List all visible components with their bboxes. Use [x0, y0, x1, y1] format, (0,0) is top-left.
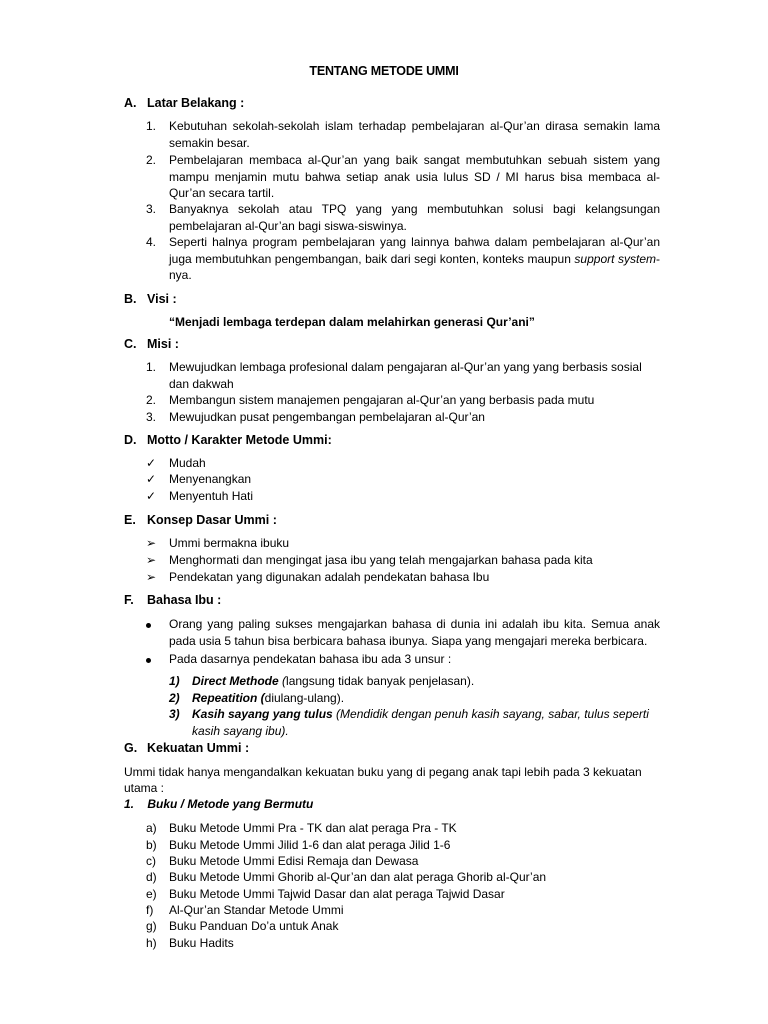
list-text: Buku Metode Ummi Edisi Remaja dan Dewasa	[169, 854, 419, 868]
section-letter: A.	[124, 96, 137, 110]
section-title: Kekuatan Ummi :	[147, 741, 250, 755]
list-text: Al-Qur’an Standar Metode Ummi	[169, 903, 344, 917]
list-marker: 3.	[146, 410, 157, 424]
list-text: Menyenangkan	[169, 472, 252, 486]
list-item	[169, 706, 649, 739]
list-item	[146, 488, 660, 505]
list-item	[146, 359, 660, 392]
section-letter: E.	[124, 513, 136, 527]
list-marker: 1.	[146, 360, 157, 374]
text-part: langsung tidak banyak penjelasan).	[286, 674, 475, 688]
section-letter: F.	[124, 593, 134, 607]
section-letter: B.	[124, 292, 137, 306]
list-text: Buku Metode Ummi Ghorib al-Qur’an dan alat peraga Ghorib al-Qur’an	[169, 870, 547, 884]
list-marker: 3)	[169, 707, 180, 721]
list-item	[146, 820, 660, 837]
list-text: Buku Metode Ummi Pra - TK dan alat peraga Pra - TK	[169, 821, 457, 835]
list-item	[146, 869, 660, 886]
list-item	[146, 935, 660, 952]
list-marker: 4.	[146, 235, 157, 249]
section-g-intro: Ummi tidak hanya mengandalkan kekuatan buku yang di pegang anak tapi lebih pada 3 kekuatan utama :	[124, 765, 642, 795]
section-e-heading	[124, 513, 277, 527]
list-marker: e)	[146, 887, 157, 901]
document-title: TENTANG METODE UMMI	[309, 64, 459, 78]
section-letter: G.	[124, 741, 138, 755]
list-item	[146, 569, 660, 586]
list-item	[146, 152, 660, 202]
text-part: -nya.	[169, 251, 660, 282]
list-item	[146, 902, 660, 919]
list-item	[146, 471, 660, 488]
list-text: Membangun sistem manajemen pengajaran al-Qur’an yang berbasis pada mutu	[169, 393, 595, 407]
list-item	[146, 392, 660, 409]
check-icon: ✓	[146, 456, 157, 470]
section-a-heading	[124, 96, 244, 110]
text-part: Seperti halnya program pembelajaran yang lainnya bahwa dalam pembelajaran al-Qur’an juga membutuhkan pengembangan, baik dari segi konten, konteks maupun	[169, 235, 660, 266]
list-text: Ummi bermakna ibuku	[169, 536, 290, 550]
arrow-bullet-icon: ➢	[146, 570, 157, 584]
text-bold-italic: Direct Methode	[192, 674, 279, 688]
list-item	[146, 918, 660, 935]
section-letter: C.	[124, 337, 137, 351]
list-text: Banyaknya sekolah atau TPQ yang yang membutuhkan solusi bagi kelangsungan pembelajaran al-Qur’an bagi siswa-siswinya.	[169, 202, 660, 233]
list-text: Pada dasarnya pendekatan bahasa ibu ada 3 unsur :	[169, 652, 452, 666]
list-text: Orang yang paling sukses mengajarkan bahasa di dunia ini adalah ibu kita. Semua anak pada usia 5 tahun bisa berbicara bahasa ibunya. Siapa yang mengajari mereka berbicara.	[169, 617, 660, 648]
text-part: diulang-ulang).	[264, 691, 345, 705]
list-marker: c)	[146, 854, 156, 868]
list-item	[146, 535, 660, 552]
section-f-heading	[124, 593, 221, 607]
arrow-bullet-icon: ➢	[146, 553, 157, 567]
list-text	[169, 234, 660, 284]
list-item	[169, 673, 649, 690]
list-text: Buku Panduan Do’a untuk Anak	[169, 919, 339, 933]
list-item	[146, 455, 660, 472]
text-bold-italic: Kasih sayang yang tulus	[192, 707, 333, 721]
section-d-heading	[124, 433, 332, 447]
section-title: Latar Belakang :	[147, 96, 245, 110]
list-marker: f)	[146, 903, 154, 917]
arrow-bullet-icon: ➢	[146, 536, 157, 550]
check-icon: ✓	[146, 472, 157, 486]
list-item	[146, 837, 660, 854]
list-text	[192, 673, 649, 690]
list-marker: g)	[146, 919, 157, 933]
list-marker: a)	[146, 821, 157, 835]
section-title: Bahasa Ibu :	[147, 593, 222, 607]
list-item	[146, 853, 660, 870]
list-item	[146, 886, 660, 903]
list-marker: 1.	[146, 119, 157, 133]
list-marker: h)	[146, 936, 157, 950]
list-item	[146, 552, 660, 569]
visi-statement: “Menjadi lembaga terdepan dalam melahirkan generasi Qur’ani”	[169, 315, 535, 329]
section-b-heading	[124, 292, 177, 306]
check-icon: ✓	[146, 489, 157, 503]
list-item	[146, 234, 660, 284]
list-text: Mewujudkan pusat pengembangan pembelajaran al-Qur’an	[169, 410, 485, 424]
list-text	[192, 690, 649, 707]
list-text: Kebutuhan sekolah-sekolah islam terhadap pembelajaran al-Qur’an dirasa semakin lama semakin besar.	[169, 119, 660, 150]
list-text: Mudah	[169, 456, 206, 470]
list-marker: b)	[146, 838, 157, 852]
list-text: Buku Hadits	[169, 936, 234, 950]
list-text	[192, 706, 649, 739]
list-text: Buku Metode Ummi Tajwid Dasar dan alat peraga Tajwid Dasar	[169, 887, 505, 901]
section-c-heading	[124, 337, 179, 351]
section-title: Motto / Karakter Metode Ummi:	[147, 433, 332, 447]
section-title: Konsep Dasar Ummi :	[147, 513, 277, 527]
list-marker: 2.	[146, 153, 157, 167]
list-item	[146, 201, 660, 234]
text-italic: (Mendidik dengan penuh kasih sayang, sabar, tulus seperti kasih sayang ibu).	[192, 707, 649, 738]
section-title: Misi :	[147, 337, 179, 351]
list-item	[169, 690, 649, 707]
list-item	[146, 651, 660, 668]
section-title: Visi :	[147, 292, 177, 306]
section-g-subheading: 1. Buku / Metode yang Bermutu	[124, 797, 314, 811]
list-text: Mewujudkan lembaga profesional dalam pengajaran al-Qur’an yang yang berbasis sosial dan dakwah	[169, 360, 642, 391]
list-item	[146, 118, 660, 151]
list-text: Menghormati dan mengingat jasa ibu yang telah mengajarkan bahasa pada kita	[169, 553, 593, 567]
section-g-heading	[124, 741, 249, 755]
text-italic: (	[278, 674, 287, 688]
bullet-icon	[146, 651, 168, 668]
list-text: Pendekatan yang digunakan adalah pendekatan bahasa Ibu	[169, 570, 490, 584]
list-text: Pembelajaran membaca al-Qur’an yang baik sangat membutuhkan sebuah sistem yang mampu menjamin mutu bahwa setiap anak usia lulus SD / MI harus bisa membaca al-Qur’an secara tartil.	[169, 153, 660, 200]
list-marker: 2)	[169, 691, 180, 705]
list-marker: d)	[146, 870, 157, 884]
list-text: Buku Metode Ummi Jilid 1-6 dan alat peraga Jilid 1-6	[169, 838, 451, 852]
list-marker: 3.	[146, 202, 157, 216]
list-text: Menyentuh Hati	[169, 489, 254, 503]
list-item	[146, 409, 660, 426]
text-bold-italic: Repeatition (	[192, 691, 265, 705]
list-marker: 1)	[169, 674, 180, 688]
bullet-icon	[146, 616, 168, 633]
text-italic: support system	[574, 251, 656, 266]
list-item	[146, 616, 660, 649]
list-marker: 2.	[146, 393, 157, 407]
section-letter: D.	[124, 433, 137, 447]
